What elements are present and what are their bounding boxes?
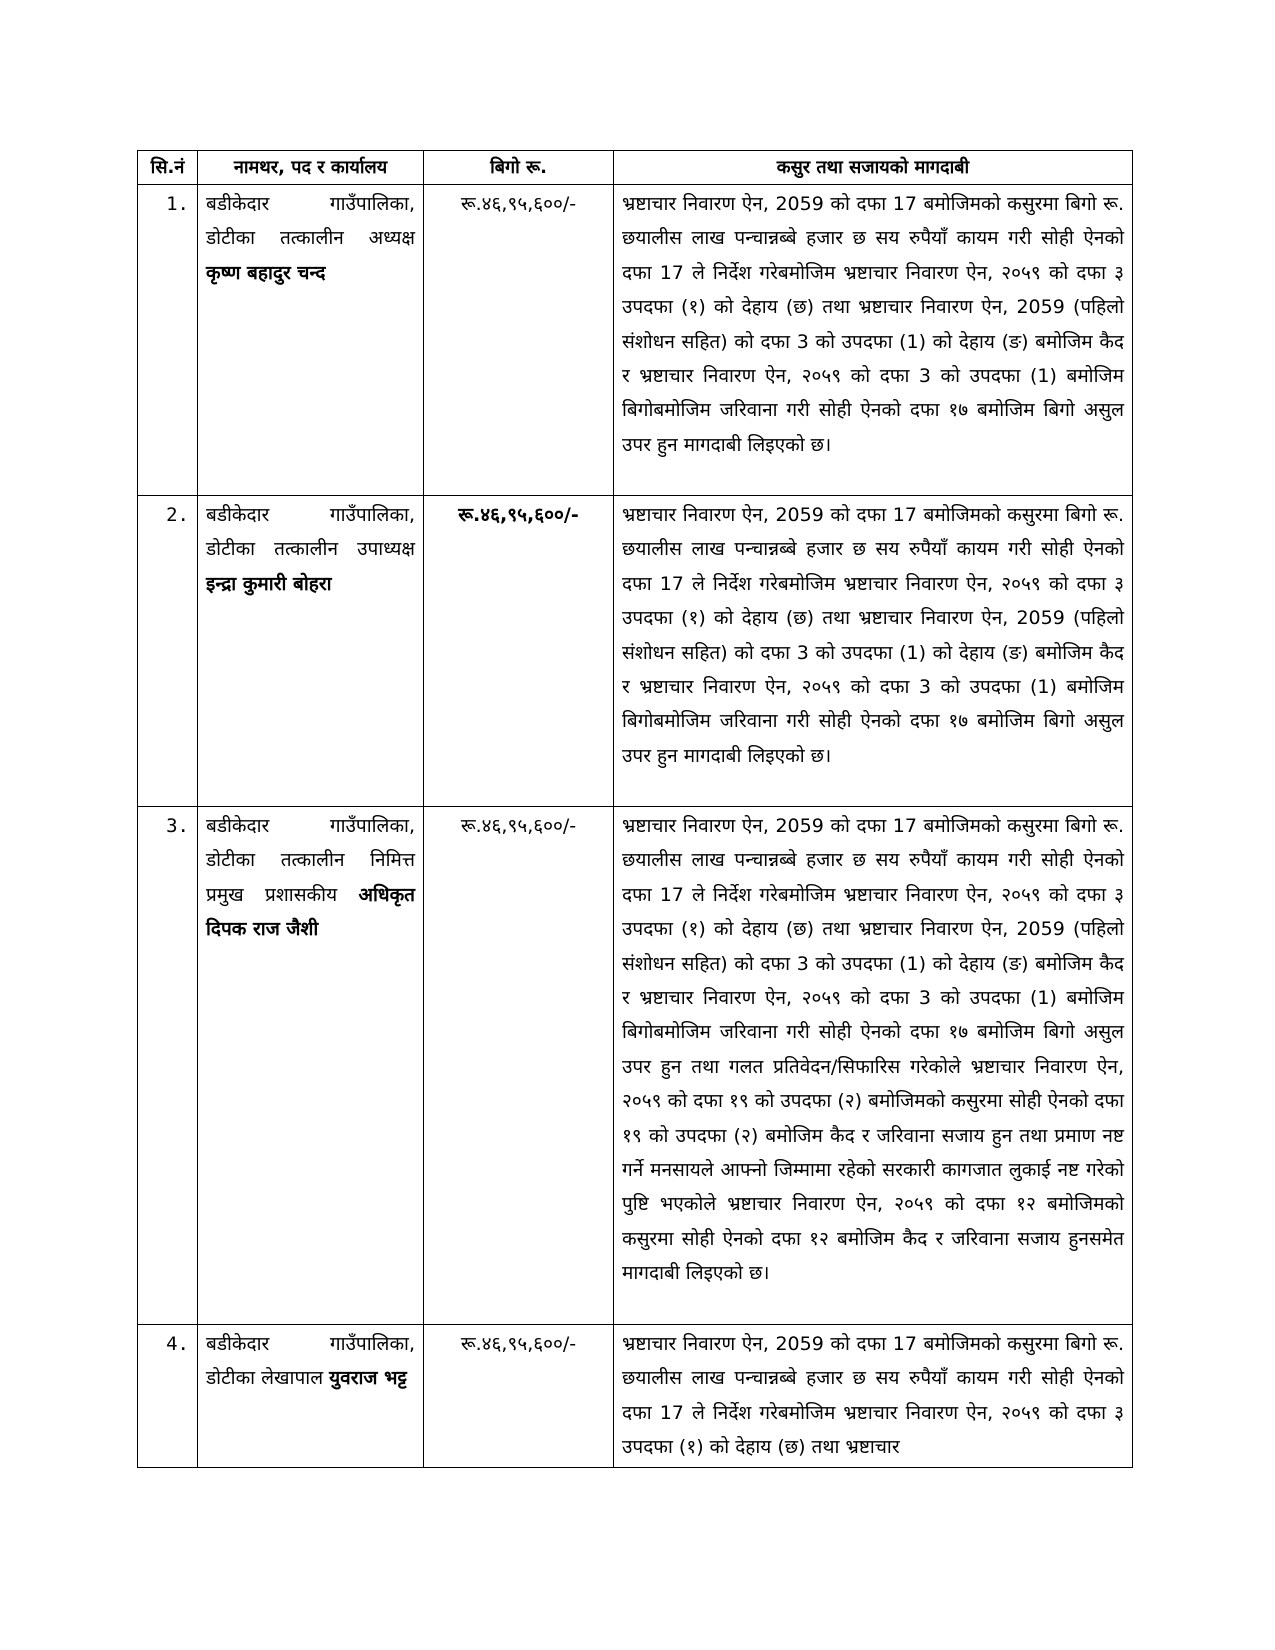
name-position-text: बडीकेदार गाउँपालिका, डोटीका तत्कालीन निमित्त प्रमुख प्रशासकीय xyxy=(206,815,415,906)
table-header-row xyxy=(138,151,1133,185)
amount-cell: रू.४६,९५,६००/- xyxy=(424,807,614,1325)
charge-cell: भ्रष्टाचार निवारण ऐन, 2059 को दफा 17 बमोजिमको कसुरमा बिगो रू. छयालीस लाख पन्चान्नब्बे हजार छ सय रुपैयाँ कायम गरी सोही ऐनको दफा 17 ले निर्देश गरेबमोजिम भ्रष्टाचार निवारण ऐन, २०५९ को दफा ३ उपदफा (१) को देहाय (छ) तथा भ्रष्टाचार निवारण ऐन, 2059 (पहिलो संशोधन सहित) को दफा 3 को उपदफा (1) को देहाय (ङ) बमोजिम कैद र भ्रष्टाचार निवारण ऐन, २०५९ को दफा 3 को उपदफा (1) बमोजिम बिगोबमोजिम जरिवाना गरी सोही ऐनको दफा १७ बमोजिम बिगो असुल उपर हुन मागदाबी लिइएको छ। xyxy=(614,496,1133,807)
name-cell xyxy=(198,185,424,496)
amount-cell: रू.४६,९५,६००/- xyxy=(424,185,614,496)
person-name: इन्द्रा कुमारी बोहरा xyxy=(206,572,332,595)
name-cell xyxy=(198,807,424,1325)
amount-cell: रू.४६,९५,६००/- xyxy=(424,1325,614,1468)
serial-number-cell: 3. xyxy=(138,807,198,1325)
name-position-text: बडीकेदार गाउँपालिका, डोटीका लेखापाल xyxy=(206,1333,415,1390)
header-serial-number: सि.नं xyxy=(138,151,198,185)
name-cell xyxy=(198,1325,424,1468)
table-row xyxy=(138,1325,1133,1468)
name-position-text: बडीकेदार गाउँपालिका, डोटीका तत्कालीन अध्यक्ष xyxy=(206,193,415,250)
person-name: अधिकृत दिपक राज जैशी xyxy=(206,883,415,941)
header-name-position-office: नामथर, पद र कार्यालय xyxy=(198,151,424,185)
table-row xyxy=(138,185,1133,496)
name-cell xyxy=(198,496,424,807)
person-name: कृष्ण बहादुर चन्द xyxy=(206,261,326,284)
serial-number-cell: 1. xyxy=(138,185,198,496)
charge-cell: भ्रष्टाचार निवारण ऐन, 2059 को दफा 17 बमोजिमको कसुरमा बिगो रू. छयालीस लाख पन्चान्नब्बे हजार छ सय रुपैयाँ कायम गरी सोही ऐनको दफा 17 ले निर्देश गरेबमोजिम भ्रष्टाचार निवारण ऐन, २०५९ को दफा ३ उपदफा (१) को देहाय (छ) तथा भ्रष्टाचार निवारण ऐन, 2059 (पहिलो संशोधन सहित) को दफा 3 को उपदफा (1) को देहाय (ङ) बमोजिम कैद र भ्रष्टाचार निवारण ऐन, २०५९ को दफा 3 को उपदफा (1) बमोजिम बिगोबमोजिम जरिवाना गरी सोही ऐनको दफा १७ बमोजिम बिगो असुल उपर हुन मागदाबी लिइएको छ। xyxy=(614,185,1133,496)
amount-cell: रू.४६,९५,६००/- xyxy=(424,496,614,807)
serial-number-cell: 2. xyxy=(138,496,198,807)
header-charge-and-penalty-claim: कसुर तथा सजायको मागदाबी xyxy=(614,151,1133,185)
charge-cell: भ्रष्टाचार निवारण ऐन, 2059 को दफा 17 बमोजिमको कसुरमा बिगो रू. छयालीस लाख पन्चान्नब्बे हजार छ सय रुपैयाँ कायम गरी सोही ऐनको दफा 17 ले निर्देश गरेबमोजिम भ्रष्टाचार निवारण ऐन, २०५९ को दफा ३ उपदफा (१) को देहाय (छ) तथा भ्रष्टाचार निवारण ऐन, 2059 (पहिलो संशोधन सहित) को दफा 3 को उपदफा (1) को देहाय (ङ) बमोजिम कैद र भ्रष्टाचार निवारण ऐन, २०५९ को दफा 3 को उपदफा (1) बमोजिम बिगोबमोजिम जरिवाना गरी सोही ऐनको दफा १७ बमोजिम बिगो असुल उपर हुन तथा गलत प्रतिवेदन/सिफारिस गरेकोले भ्रष्टाचार निवारण ऐन, २०५९ को दफा १९ को उपदफा (२) बमोजिमको कसुरमा सोही ऐनको दफा १९ को उपदफा (२) बमोजिम कैद र जरिवाना सजाय हुन तथा प्रमाण नष्ट गर्ने मनसायले आफ्नो जिम्मामा रहेको सरकारी कागजात लुकाई नष्ट गरेको पुष्टि भएकोले भ्रष्टाचार निवारण ऐन, २०५९ को दफा १२ बमोजिमको कसुरमा सोही ऐनको दफा १२ बमोजिम कैद र जरिवाना सजाय हुनसमेत मागदाबी लिइएको छ। xyxy=(614,807,1133,1325)
case-table xyxy=(137,150,1133,1468)
name-position-text: बडीकेदार गाउँपालिका, डोटीका तत्कालीन उपाध्यक्ष xyxy=(206,504,415,561)
charge-cell: भ्रष्टाचार निवारण ऐन, 2059 को दफा 17 बमोजिमको कसुरमा बिगो रू. छयालीस लाख पन्चान्नब्बे हजार छ सय रुपैयाँ कायम गरी सोही ऐनको दफा 17 ले निर्देश गरेबमोजिम भ्रष्टाचार निवारण ऐन, २०५९ को दफा ३ उपदफा (१) को देहाय (छ) तथा भ्रष्टाचार xyxy=(614,1325,1133,1468)
table-row xyxy=(138,496,1133,807)
header-amount: बिगो रू. xyxy=(424,151,614,185)
person-name: युवराज भट्ट xyxy=(329,1367,407,1390)
serial-number-cell: 4. xyxy=(138,1325,198,1468)
table-row xyxy=(138,807,1133,1325)
